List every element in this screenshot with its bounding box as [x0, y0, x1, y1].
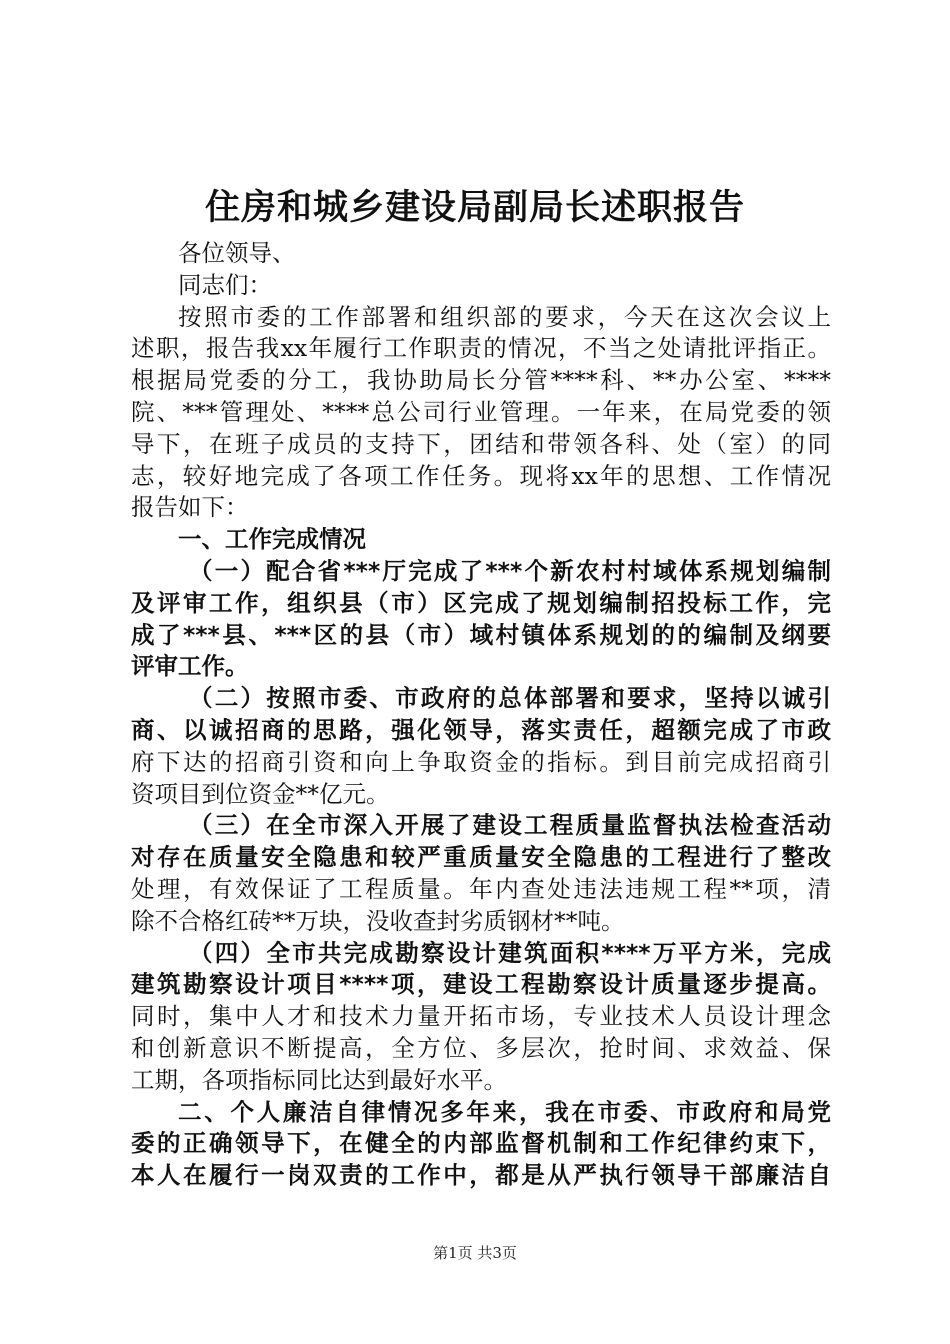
paragraph-line: 委的正确领导下，在健全的内部监督机制和工作纪律约束下，: [131, 1129, 831, 1158]
paragraph-line: （四）全市共完成勘察设计建筑面积****万平方米，完成: [189, 938, 831, 967]
paragraph-line: 对存在质量安全隐患和较严重质量安全隐患的工程进行了整改: [131, 843, 831, 872]
paragraph-line: 资项目到位资金**亿元。: [131, 779, 390, 808]
paragraph-line: 成了***县、***区的县（市）域村镇体系规划的的编制及纲要: [131, 620, 831, 649]
paragraph-line: 志，较好地完成了各项工作任务。现将xx年的思想、工作情况: [131, 461, 831, 490]
section-heading: 一、工作完成情况: [178, 525, 366, 554]
paragraph-line: 院、***管理处、****总公司行业管理。一年来，在局党委的领: [131, 397, 831, 426]
paragraph-line: 报告如下：: [131, 493, 249, 522]
paragraph-line: 同时，集中人才和技术力量开拓市场，专业技术人员设计理念: [131, 1002, 831, 1031]
paragraph-line: 导下，在班子成员的支持下，团结和带领各科、处（室）的同: [131, 429, 831, 458]
paragraph-line: 根据局党委的分工，我协助局长分管****科、**办公室、****: [131, 366, 831, 395]
paragraph-line: 处理，有效保证了工程质量。年内查处违法违规工程**项，清: [131, 874, 831, 903]
paragraph-line: （二）按照市委、市政府的总体部署和要求，坚持以诚引: [189, 684, 831, 713]
paragraph-line: 本人在履行一岗双责的工作中，都是从严执行领导干部廉洁自: [131, 1161, 831, 1190]
paragraph-line: 评审工作。: [131, 652, 249, 681]
paragraph-line: 及评审工作，组织县（市）区完成了规划编制招投标工作，完: [131, 588, 831, 617]
paragraph-line: 商、以诚招商的思路，强化领导，落实责任，超额完成了市政: [131, 715, 831, 744]
salutation-line: 各位领导、: [178, 239, 296, 267]
page-footer: 第1页 共3页: [433, 1244, 517, 1262]
paragraph-line: 除不合格红砖**万块，没收查封劣质钢材**吨。: [131, 906, 625, 935]
document-body: [131, 238, 831, 1192]
paragraph-line: （三）在全市深入开展了建设工程质量监督执法检查活动: [189, 811, 831, 840]
paragraph-line: （一）配合省***厅完成了***个新农村村域体系规划编制: [189, 556, 831, 585]
paragraph-line: 述职，报告我xx年履行工作职责的情况，不当之处请批评指正。: [131, 334, 831, 363]
paragraph-line: 二、个人廉洁自律情况多年来，我在市委、市政府和局党: [178, 1097, 831, 1126]
paragraph-line: 府下达的招商引资和向上争取资金的指标。到目前完成招商引: [131, 747, 831, 776]
document-title: 住房和城乡建设局副局长述职报告: [204, 188, 745, 228]
paragraph-line: 建筑勘察设计项目****项，建设工程勘察设计质量逐步提高。: [131, 970, 831, 999]
salutation-line: 同志们：: [178, 270, 272, 299]
paragraph-line: 工期，各项指标同比达到最好水平。: [131, 1065, 507, 1094]
paragraph-line: 按照市委的工作部署和组织部的要求，今天在这次会议上: [178, 302, 831, 331]
paragraph-line: 和创新意识不断提高，全方位、多层次，抢时间、求效益、保: [131, 1033, 831, 1062]
